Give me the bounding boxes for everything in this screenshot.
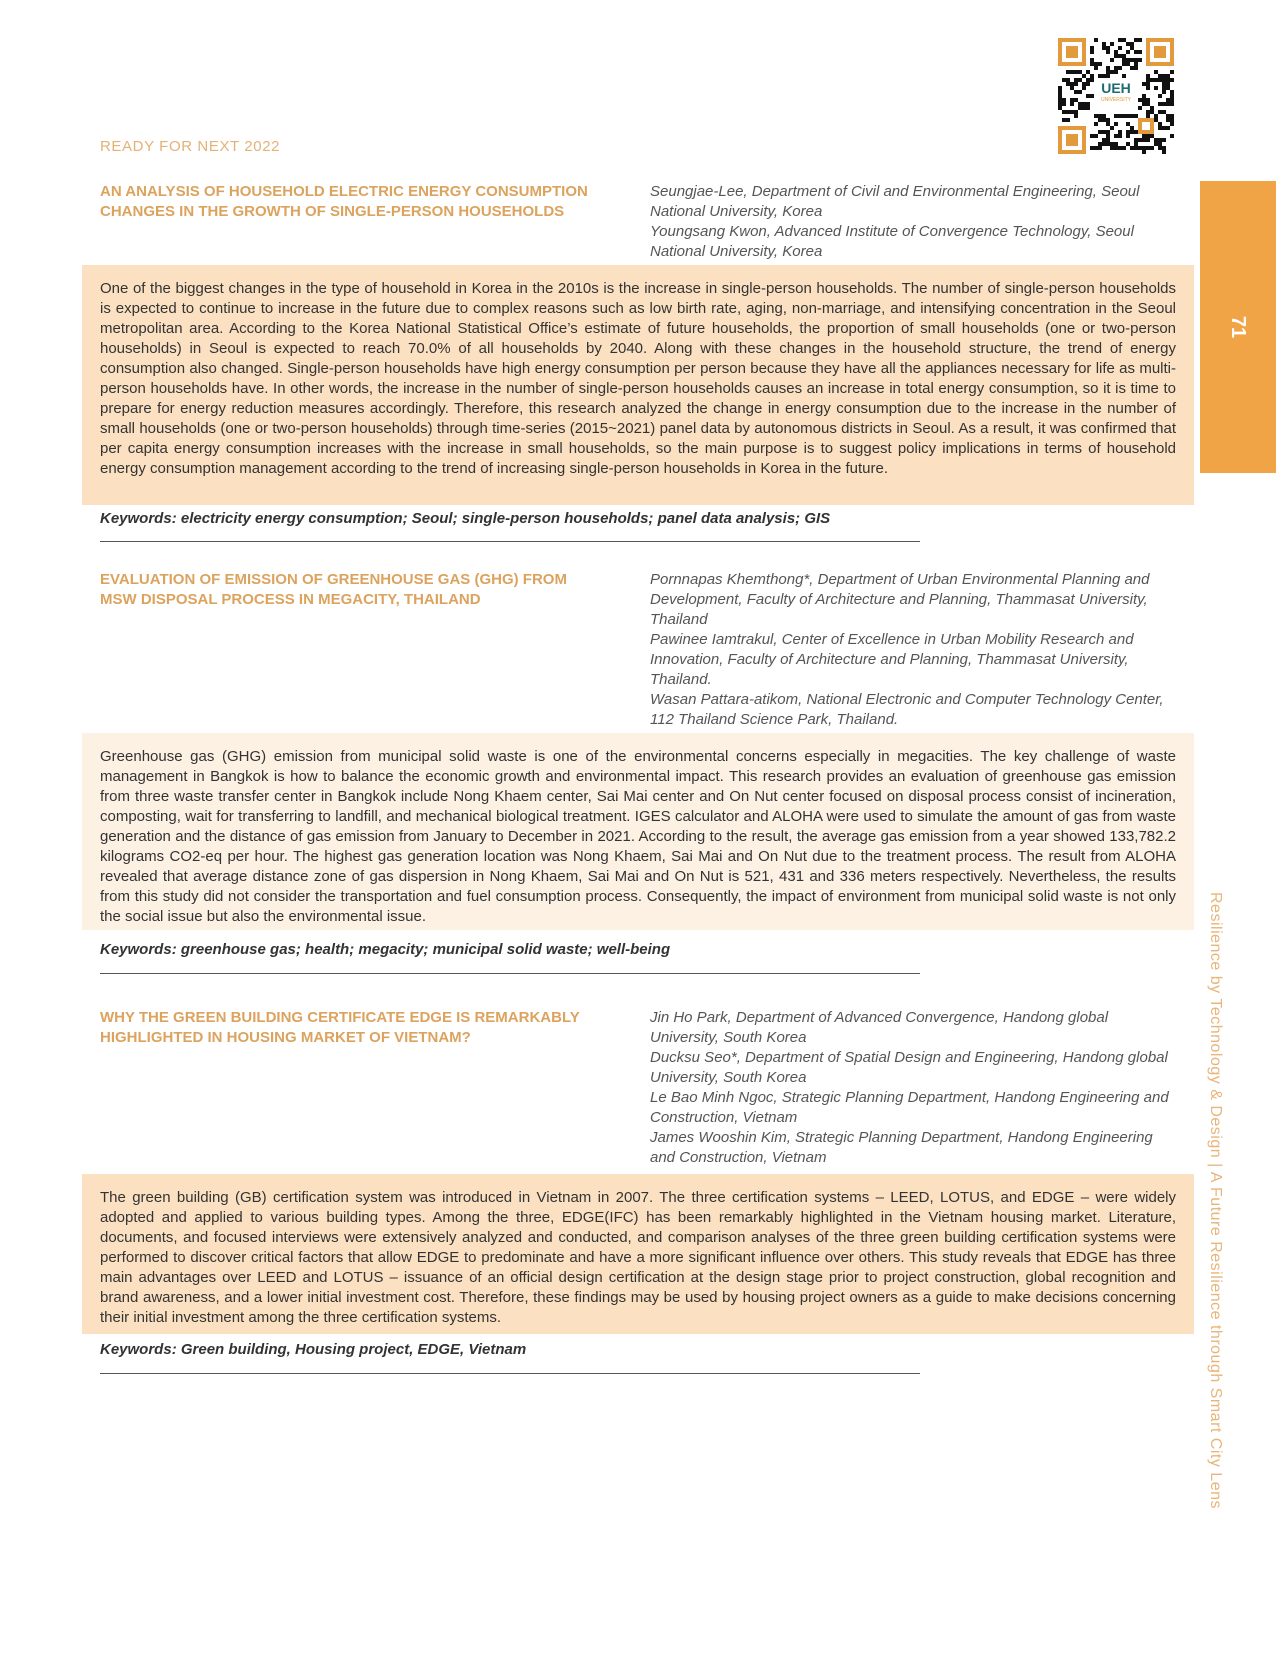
article-3-author: Le Bao Minh Ngoc, Strategic Planning Department, Handong Engineering and Construction, Vietnam [650,1089,1169,1126]
article-3-authors [650,1008,1180,1168]
divider [100,973,920,974]
page-number: 71 [1227,315,1249,339]
article-2-keywords: Keywords: greenhouse gas; health; megacity; municipal solid waste; well-being [100,941,671,958]
article-1-abstract: One of the biggest changes in the type of household in Korea in the 2010s is the increase in single-person households. The number of single-person households is expected to continue to increase in the future due to complex reasons such as low birth rate, aging, non-marriage, and intensifying concentration in the Seoul metropolitan area. According to the Korea National Statistical Office’s estimate of future households, the proportion of small households (one or two-person households) in Seoul is expected to reach 70.0% of all households by 2040. Along with these changes in the household structure, the trend of energy consumption also changed. Single-person households have high energy consumption per person because they have all the appliances necessary for life as multi-person households have. In other words, the increase in the number of single-person households causes an increase in total energy consumption, so it is time to prepare for energy reduction measures accordingly. Therefore, this research analyzed the change in energy consumption due to the increase in the number of small households (one or two-person households) through time-series (2015~2021) panel data by autonomous districts in Seoul. As a result, it was confirmed that per capita energy consumption increases with the increase in small households, so the main purpose is to suggest policy implications in terms of household energy consumption management according to the trend of increasing single-person households in Korea in the future. [82,265,1194,505]
article-3-author: Jin Ho Park, Department of Advanced Convergence, Handong global University, South Korea [650,1009,1109,1046]
article-2-abstract: Greenhouse gas (GHG) emission from municipal solid waste is one of the environmental concerns especially in megacities. The key challenge of waste management in Bangkok is how to balance the economic growth and environmental impact. This research provides an evaluation of greenhouse gas emission from three waste transfer center in Bangkok include Nong Khaem center, Sai Mai center and On Nut center focused on disposal process consist of incineration, composting, wait for transferring to landfill, and mechanical biological treatment. IGES calculator and ALOHA were used to simulate the amount of gas from waste generation and the distance of gas emission from January to December in 2021. According to the result, the average gas emission from a year showed 133,782.2 kilograms CO2-eq per hour. The highest gas generation location was Nong Khaem, Sai Mai and On Nut due to the treatment process. The result from ALOHA revealed that average distance zone of gas dispersion in Nong Khaem, Sai Mai and On Nut is 521, 431 and 336 meters respectively. Nevertheless, the results from this study did not consider the transportation and fuel consumption process. Consequently, the impact of environment from municipal solid waste is not only the social issue but also the environmental issue. [82,733,1194,930]
running-header: READY FOR NEXT 2022 [100,138,281,155]
divider [100,541,920,542]
article-1-keywords: Keywords: electricity energy consumption; Seoul; single-person households; panel data analysis; GIS [100,510,831,527]
article-1-author: Youngsang Kwon, Advanced Institute of Convergence Technology, Seoul National University, Korea [650,223,1134,260]
qr-logo-text: UEH [1101,80,1131,96]
article-3-title: WHY THE GREEN BUILDING CERTIFICATE EDGE IS REMARKABLY HIGHLIGHTED IN HOUSING MARKET OF VIETNAM? [100,1009,580,1046]
qr-logo [1096,80,1136,110]
article-2-author: Pornnapas Khemthong*, Department of Urban Environmental Planning and Development, Faculty of Architecture and Planning, Thammasat University, Thailand [650,571,1150,628]
article-2-author: Pawinee Iamtrakul, Center of Excellence in Urban Mobility Research and Innovation, Faculty of Architecture and Planning, Thammasat University, Thailand. [650,631,1134,688]
article-1-authors [650,182,1180,262]
article-2-author: Wasan Pattara-atikom, National Electronic and Computer Technology Center, 112 Thailand Science Park, Thailand. [650,691,1164,728]
article-1-title: AN ANALYSIS OF HOUSEHOLD ELECTRIC ENERGY CONSUMPTION CHANGES IN THE GROWTH OF SINGLE-PERSON HOUSEHOLDS [100,183,588,220]
article-3-abstract: The green building (GB) certification system was introduced in Vietnam in 2007. The three certification systems – LEED, LOTUS, and EDGE – were widely adopted and applied to various building types. Among the three, EDGE(IFC) has been remarkably highlighted in the Vietnam housing market. Literature, documents, and focused interviews were extensively analyzed and conducted, and comparison analyses of the three green building certification systems were performed to discover critical factors that allow EDGE to predominate and have a more significant influence over others. This study reveals that EDGE has three main advantages over LEED and LOTUS – issuance of an official design certification at the design stage prior to project construction, global recognition and brand awareness, and a lower initial investment cost. Therefore, these findings may be used by housing project owners as a guide to make decisions concerning their initial investment among the three certification systems. [82,1174,1194,1334]
side-running-title-text: Resilience by Technology & Design | A Future Resilience through Smart City Lens [1207,892,1224,1509]
article-2-title: EVALUATION OF EMISSION OF GREENHOUSE GAS (GHG) FROM MSW DISPOSAL PROCESS IN MEGACITY, THAILAND [100,571,567,608]
article-1-author: Seungjae-Lee, Department of Civil and Environmental Engineering, Seoul National University, Korea [650,183,1140,220]
article-2-authors [650,570,1180,730]
article-3-keywords: Keywords: Green building, Housing project, EDGE, Vietnam [100,1341,527,1358]
qr-code[interactable] [1058,38,1174,154]
qr-logo-sub: UNIVERSITY [1100,97,1131,103]
article-3-author: James Wooshin Kim, Strategic Planning Department, Handong Engineering and Construction, Vietnam [650,1129,1153,1166]
article-3-author: Ducksu Seo*, Department of Spatial Design and Engineering, Handong global University, South Korea [650,1049,1168,1086]
divider [100,1373,920,1374]
